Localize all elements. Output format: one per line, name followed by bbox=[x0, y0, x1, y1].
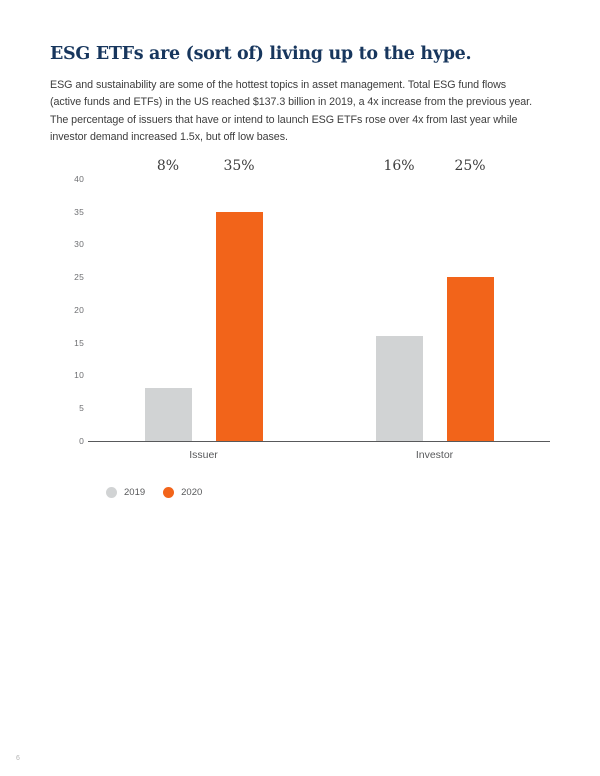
y-axis-tick: 15 bbox=[74, 337, 84, 348]
y-axis-tick: 30 bbox=[74, 239, 84, 250]
x-axis-labels bbox=[88, 449, 550, 461]
bar-2020-investor[interactable] bbox=[447, 157, 494, 441]
chart-legend bbox=[106, 487, 202, 498]
legend-item-2020[interactable] bbox=[163, 487, 202, 498]
page-number: 6 bbox=[16, 755, 20, 762]
legend-swatch-icon bbox=[163, 487, 174, 498]
y-axis-tick: 40 bbox=[74, 173, 84, 184]
bars bbox=[319, 157, 550, 441]
bar-value-label: 8% bbox=[156, 157, 180, 174]
y-axis-tick: 0 bbox=[79, 435, 84, 446]
intro-paragraph: ESG and sustainability are some of the hottest topics in asset management. Total ESG fund flows (active funds and ETFs) in the US reached $137.3 billion in 2019, a 4x increase from the previous year. The percentage of issuers that have or intend to launch ESG ETFs rose over 4x from last year while investor demand increased 1.5x, but off low bases. bbox=[50, 79, 532, 144]
legend-label: 2020 bbox=[181, 486, 203, 498]
bar-2019-investor[interactable] bbox=[376, 157, 423, 441]
legend-label: 2019 bbox=[124, 486, 146, 498]
bar-groups bbox=[88, 157, 550, 441]
bar-value-label: 35% bbox=[223, 157, 255, 174]
bar-slot bbox=[376, 157, 423, 441]
legend-swatch-icon bbox=[106, 487, 117, 498]
y-axis-tick: 25 bbox=[74, 272, 84, 282]
bar-group bbox=[88, 157, 319, 441]
y-axis-tick: 20 bbox=[74, 304, 84, 315]
y-axis-tick: 5 bbox=[79, 403, 84, 413]
legend-item-2019[interactable] bbox=[106, 487, 145, 498]
bar-slot bbox=[145, 157, 192, 441]
x-axis-label: Investor bbox=[415, 448, 454, 461]
page-title: ESG ETFs are (sort of) living up to the hype. bbox=[50, 44, 472, 64]
bar-2019-issuer[interactable] bbox=[145, 157, 192, 440]
bar-2020-issuer[interactable] bbox=[216, 157, 263, 441]
bars bbox=[88, 157, 319, 441]
bar-chart bbox=[50, 157, 550, 498]
y-axis-tick: 35 bbox=[74, 206, 84, 217]
bar-value-label: 25% bbox=[454, 157, 486, 174]
bar-slot bbox=[447, 157, 494, 441]
y-axis bbox=[50, 173, 84, 446]
bar-slot bbox=[216, 157, 263, 441]
x-axis-label: Issuer bbox=[189, 448, 218, 461]
bar-group bbox=[319, 157, 550, 441]
bar-value-label: 16% bbox=[383, 157, 415, 174]
y-axis-tick: 10 bbox=[74, 370, 84, 381]
